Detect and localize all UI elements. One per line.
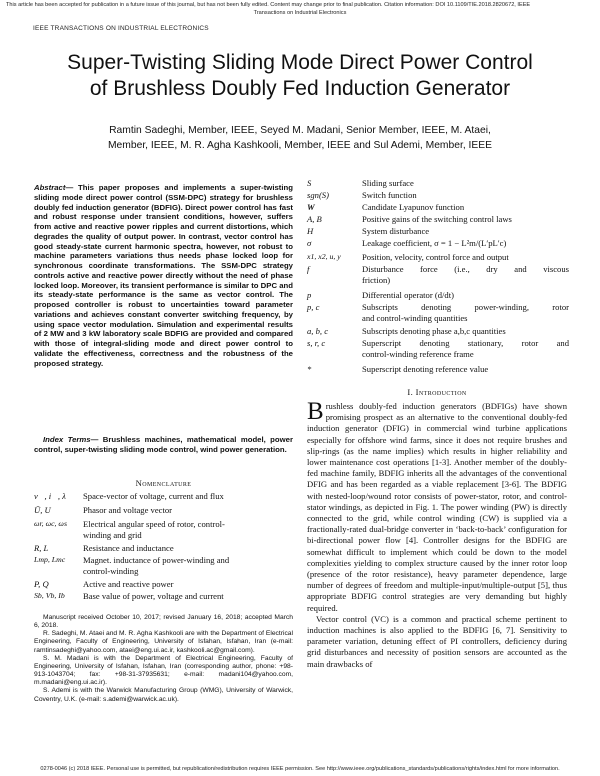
author-note: R. Sadeghi, M. Ataei and M. R. Agha Kashkooli are with the Department of Electrical Engineering, Faculty of Engineering, University of Isfahan, Isfahan, Iran (e-mail: ramtinsadeghi@yahoo.com, ataei@eng.ui.ac.ir, kashkooli.ac@gmail.com). — [34, 630, 293, 654]
nomenclature-symbol: f — [307, 264, 310, 274]
authors-line2: Member, IEEE, M. R. Agha Kashkooli, Member, IEEE and Sul Ademi, Member, IEEE — [107, 139, 492, 151]
abstract-label: Abstract — [34, 183, 66, 192]
nomenclature-definition: Sliding surface — [362, 178, 414, 188]
author-list — [60, 124, 540, 153]
title-line2: of Brushless Doubly Fed Induction Generator — [89, 77, 511, 100]
nomenclature-symbol: H — [307, 226, 314, 236]
nomenclature-definition: Base value of power, voltage and current — [83, 591, 224, 601]
abstract-text: — This paper proposes and implements a super-twisting sliding mode direct power control (SSM-DPC) strategy for brushless doubly fed induction generator (BDFIG). Direct power control has fast and robust response under transient conditions, however, suffers from active and reactive power ripples and current distortions, which degrades the quality of output power. In contrast, vector control has good steady-state current harmonic spectra, however, not robust to machine parameters variations thus needs phase locked loop for synchronous coordinate transformations. The SSM-DPC strategy controls active and reactive power directly without the need of phase locked loop. Moreover, its transient performance is similar to DPC and its steady-state performance is the same as vector control. The proposed controller is robust to uncertainties toward parameter variations and achieves constant converter switching frequency, by using space vector modulation. Simulation and experimental results of 2 MW and 3 kW laboratory scale BDFIG are provided and compared with those of integral-sliding mode and direct power control to validate the effectiveness, correctness and the robustness of the proposed strategy. — [34, 183, 293, 368]
nomenclature-symbol: v⃗, i⃗, λ⃗ — [34, 491, 73, 501]
nomenclature-definition-cont: friction) — [362, 275, 391, 285]
journal-name: IEEE TRANSACTIONS ON INDUSTRIAL ELECTRONICS — [33, 25, 209, 32]
author-note: S. Ademi is with the Warwick Manufacturing Group (WMG), University of Warwick, Coventry, U.K. (e-mail: s.ademi@warwick.ac.uk). — [34, 687, 293, 703]
accepted-notice-line1: This article has been accepted for publication in a future issue of this journal, but has not been fully edited. Content may change prior to final publication. Citation information: DOI 10.1109/TIE.2018.2820672, IEEE — [6, 2, 531, 8]
nomenclature-definition: Position, velocity, control force and output — [362, 252, 509, 262]
nomenclature-definition-cont: control-winding — [83, 566, 139, 576]
nomenclature-definition: Resistance and inductance — [83, 543, 174, 553]
nomenclature-definition: Magnet. inductance of power-winding and — [83, 555, 230, 565]
nomenclature-symbol: p — [307, 290, 312, 300]
nomenclature-symbol: sgn(S) — [307, 190, 329, 200]
author-note: S. M. Madani is with the Department of Electrical Engineering, Faculty of Engineering, University of Isfahan, Isfahan, Iran (corresponding author, phone: +98-913-1043704; fax: +98-31-37935631; e-mail: madani104@yahoo.com, m.madani@eng.ui.ac.ir). — [34, 654, 293, 687]
accepted-notice-line2-wrap — [0, 10, 600, 17]
nomenclature-definition-cont: and control-winding quantities — [362, 313, 468, 323]
nomenclature-symbol: Sb, Vb, Ib — [34, 591, 65, 600]
nomenclature-symbol: Lmp, Lmc — [34, 555, 66, 564]
nomenclature-symbol: R, L — [34, 543, 49, 553]
authors-line1: Ramtin Sadeghi, Member, IEEE, Seyed M. Madani, Senior Member, IEEE, M. Ataei, — [109, 125, 491, 136]
nomenclature-definition-cont: control-winding reference frame — [362, 349, 474, 359]
nomenclature-symbol: Ū, U — [34, 505, 51, 515]
nomenclature-symbol: s, r, c — [307, 338, 326, 348]
introduction-paragraph-1 — [307, 398, 567, 614]
nomenclature-symbol: P, Q — [34, 579, 49, 589]
received-note: Manuscript received October 10, 2017; revised January 16, 2018; accepted March 6, 2018. — [34, 614, 293, 630]
nomenclature-symbol: S — [307, 178, 312, 188]
index-terms-label: Index Terms — [43, 435, 91, 444]
nomenclature-definition-cont: winding and grid — [83, 530, 142, 540]
nomenclature-definition: Superscript denoting stationary, rotor and — [362, 338, 569, 348]
nomenclature-definition: Disturbance force (i.e., dry and viscous — [362, 264, 569, 274]
introduction-body — [307, 398, 567, 670]
nomenclature-definition: Candidate Lyapunov function — [362, 202, 465, 212]
copyright-footer: 0278-0046 (c) 2018 IEEE. Personal use is permitted, but republication/redistribution requires IEEE permission. See http://www.ieee.org/publications_standards/publications/rights/index.html for more information. — [40, 766, 560, 772]
paper-title — [0, 50, 600, 102]
nomenclature-definition: Space-vector of voltage, current and flux — [83, 491, 224, 501]
accepted-notice-line2: Transactions on Industrial Electronics — [253, 10, 347, 16]
nomenclature-symbol: σ — [307, 238, 312, 248]
nomenclature-definition: Superscript denoting reference value — [362, 364, 489, 374]
nomenclature-right — [307, 178, 569, 380]
nomenclature-heading: Nomenclature — [135, 478, 192, 488]
nomenclature-symbol: x1, x2, u, y — [307, 252, 341, 261]
title-line1: Super-Twisting Sliding Mode Direct Power Control — [67, 51, 533, 74]
introduction-para1-text: rushless doubly-fed induction generators (BDFIGs) have shown promising prospect as an alternative to the conventional doubly-fed induction generator (DFIG) in commercial wind turbine applications especially for offshore wind farms, since it does not require brushes and slip-rings (as the name implies) which results in higher reliability and lower maintenance cost operations [1-3]. Another member of the doubly-fed machine family, BDFIG inherits all the advantages of the conventional DFIG and has been regarded as a viable replacement [3-6]. The BDFIG with nested-loop/wound rotor consists of power-stator, rotor, and control-stator windings, as depicted in Fig. 1. The power winding (PW) is directly connected to the grid, while control winding (CW) is supplied via a fractionally-rated dual-bridge converter in ‘back-to-back’ configuration for bi-directional power flow [4]. Controller designs for the BDFIG are somewhat difficult to implement which could be down to the model complexities yielding to complex structure caused by the inner rotor loop (presence of the rotor resistance), heavy parameter dependence, large number of degrees of freedom and multiple-input/multiple-output [5], thus appropriate BDFIG control strategies are very demanding but highly required. — [307, 401, 567, 613]
dropcap: B — [307, 398, 324, 425]
nomenclature-symbol: ωr, ωc, ωs — [34, 519, 67, 528]
introduction-paragraph-2: Vector control (VC) is a common and practical scheme pertinent to induction machines is also applied to the BDFIG [6, 7]. Sensitivity to parameter variation, detuning effect of PI controllers, deficiency during grid disturbances and necessity of position sensors are accounted as the main drawbacks of — [307, 613, 567, 669]
nomenclature-symbol: * — [307, 364, 312, 374]
nomenclature-definition: Positive gains of the switching control laws — [362, 214, 512, 224]
nomenclature-symbol: W — [307, 202, 315, 212]
nomenclature-definition: Subscripts denoting power-winding, rotor — [362, 302, 569, 312]
nomenclature-symbol: a, b, c — [307, 326, 329, 336]
nomenclature-definition: Electrical angular speed of rotor, control- — [83, 519, 225, 529]
author-notes — [34, 614, 293, 704]
nomenclature-symbol: A, B — [307, 214, 322, 224]
nomenclature-symbol: p, c — [307, 302, 320, 312]
nomenclature-definition: Switch function — [362, 190, 417, 200]
introduction-heading: I. Introduction — [407, 387, 467, 397]
index-terms-text: — Brushless machines, mathematical model, power control, super-twisting sliding mode control, wind power generation. — [34, 435, 293, 454]
nomenclature-definition: Subscripts denoting phase a,b,c quantities — [362, 326, 506, 336]
nomenclature-definition: System disturbance — [362, 226, 430, 236]
nomenclature-definition: Leakage coefficient, σ = 1 − L²m/(L′pL′c) — [362, 238, 507, 248]
abstract — [34, 183, 293, 368]
nomenclature-definition: Phasor and voltage vector — [83, 505, 173, 515]
accepted-notice — [6, 2, 594, 9]
nomenclature-definition: Active and reactive power — [83, 579, 174, 589]
nomenclature-definition: Differential operator (d/dt) — [362, 290, 454, 300]
index-terms — [34, 435, 293, 455]
